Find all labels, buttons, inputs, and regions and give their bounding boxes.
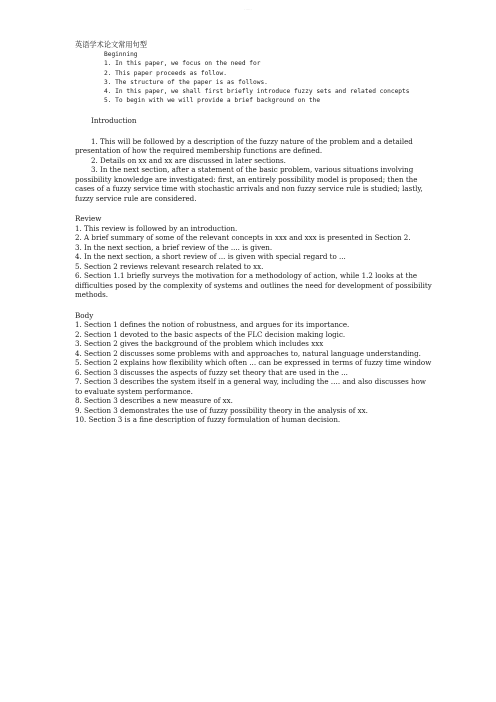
beginning-item: 3. The structure of the paper is as follows.	[104, 78, 268, 86]
review-heading: Review	[75, 214, 102, 224]
watermark: ......	[244, 6, 252, 11]
body-item: 7. Section 3 describes the system itself in a general way, including the …. and also discusses how to evaluate system performance.	[75, 377, 426, 396]
beginning-item: 2. This paper proceeds as follow.	[104, 69, 227, 77]
document-title: 英语学术论文常用句型	[75, 40, 147, 49]
body-item: 1. Section 1 defines the notion of robustness, and argues for its importance.	[75, 320, 350, 330]
review-item: 5. Section 2 reviews relevant research related to xx.	[75, 261, 264, 271]
review-section	[75, 224, 435, 300]
body-heading: Body	[75, 310, 94, 320]
beginning-item: 5. To begin with we will provide a brief background on the	[104, 97, 321, 105]
body-item: 5. Section 2 explains how flexibility which often ... can be expressed in terms of fuzzy time window	[75, 358, 432, 368]
body-item: 2. Section 1 devoted to the basic aspects of the FLC decision making logic.	[75, 329, 346, 339]
body-item: 9. Section 3 demonstrates the use of fuzzy possibility theory in the analysis of xx.	[75, 405, 368, 415]
beginning-heading: Beginning	[104, 51, 138, 58]
introduction-item: 3. In the next section, after a statement of the basic problem, various situations involving possibility knowledge are investigated: first, an entirely possibility model is proposed; then the cases of a fuzzy service time with stochastic arrivals and non fuzzy service rule is studied; lastly, fuzzy service rule are considered.	[75, 165, 423, 203]
body-item: 4. Section 2 discusses some problems with and approaches to, natural language understanding.	[75, 348, 421, 358]
beginning-section	[75, 50, 435, 106]
body-item: 10. Section 3 is a fine description of fuzzy formulation of human decision.	[75, 415, 341, 425]
beginning-item: 4. In this paper, we shall first briefly introduce fuzzy sets and related concepts	[104, 88, 410, 96]
document-content	[75, 40, 435, 425]
introduction-item: 2. Details on xx and xx are discussed in later sections.	[91, 155, 286, 165]
body-item: 8. Section 3 describes a new measure of xx.	[75, 396, 233, 406]
review-item: 1. This review is followed by an introduction.	[75, 223, 238, 233]
review-item: 3. In the next section, a brief review of the .... is given.	[75, 242, 273, 252]
body-section	[75, 320, 435, 425]
introduction-section	[75, 137, 435, 204]
review-item: 4. In the next section, a short review of ... is given with special regard to ...	[75, 252, 346, 262]
introduction-heading: Introduction	[91, 115, 137, 125]
review-item: 6. Section 1.1 briefly surveys the motivation for a methodology of action, while 1.2 looks at the difficulties posed by the complexity of systems and outlines the need for development of possibility methods.	[75, 271, 432, 300]
body-item: 3. Section 2 gives the background of the problem which includes xxx	[75, 339, 324, 349]
beginning-item: 1. In this paper, we focus on the need for	[104, 60, 261, 68]
body-item: 6. Section 3 discusses the aspects of fuzzy set theory that are used in the ...	[75, 367, 348, 377]
introduction-item: 1. This will be followed by a description of the fuzzy nature of the problem and a detailed presentation of how the required membership functions are defined.	[75, 136, 413, 156]
review-item: 2. A brief summary of some of the relevant concepts in xxx and xxx is presented in Section 2.	[75, 233, 411, 243]
